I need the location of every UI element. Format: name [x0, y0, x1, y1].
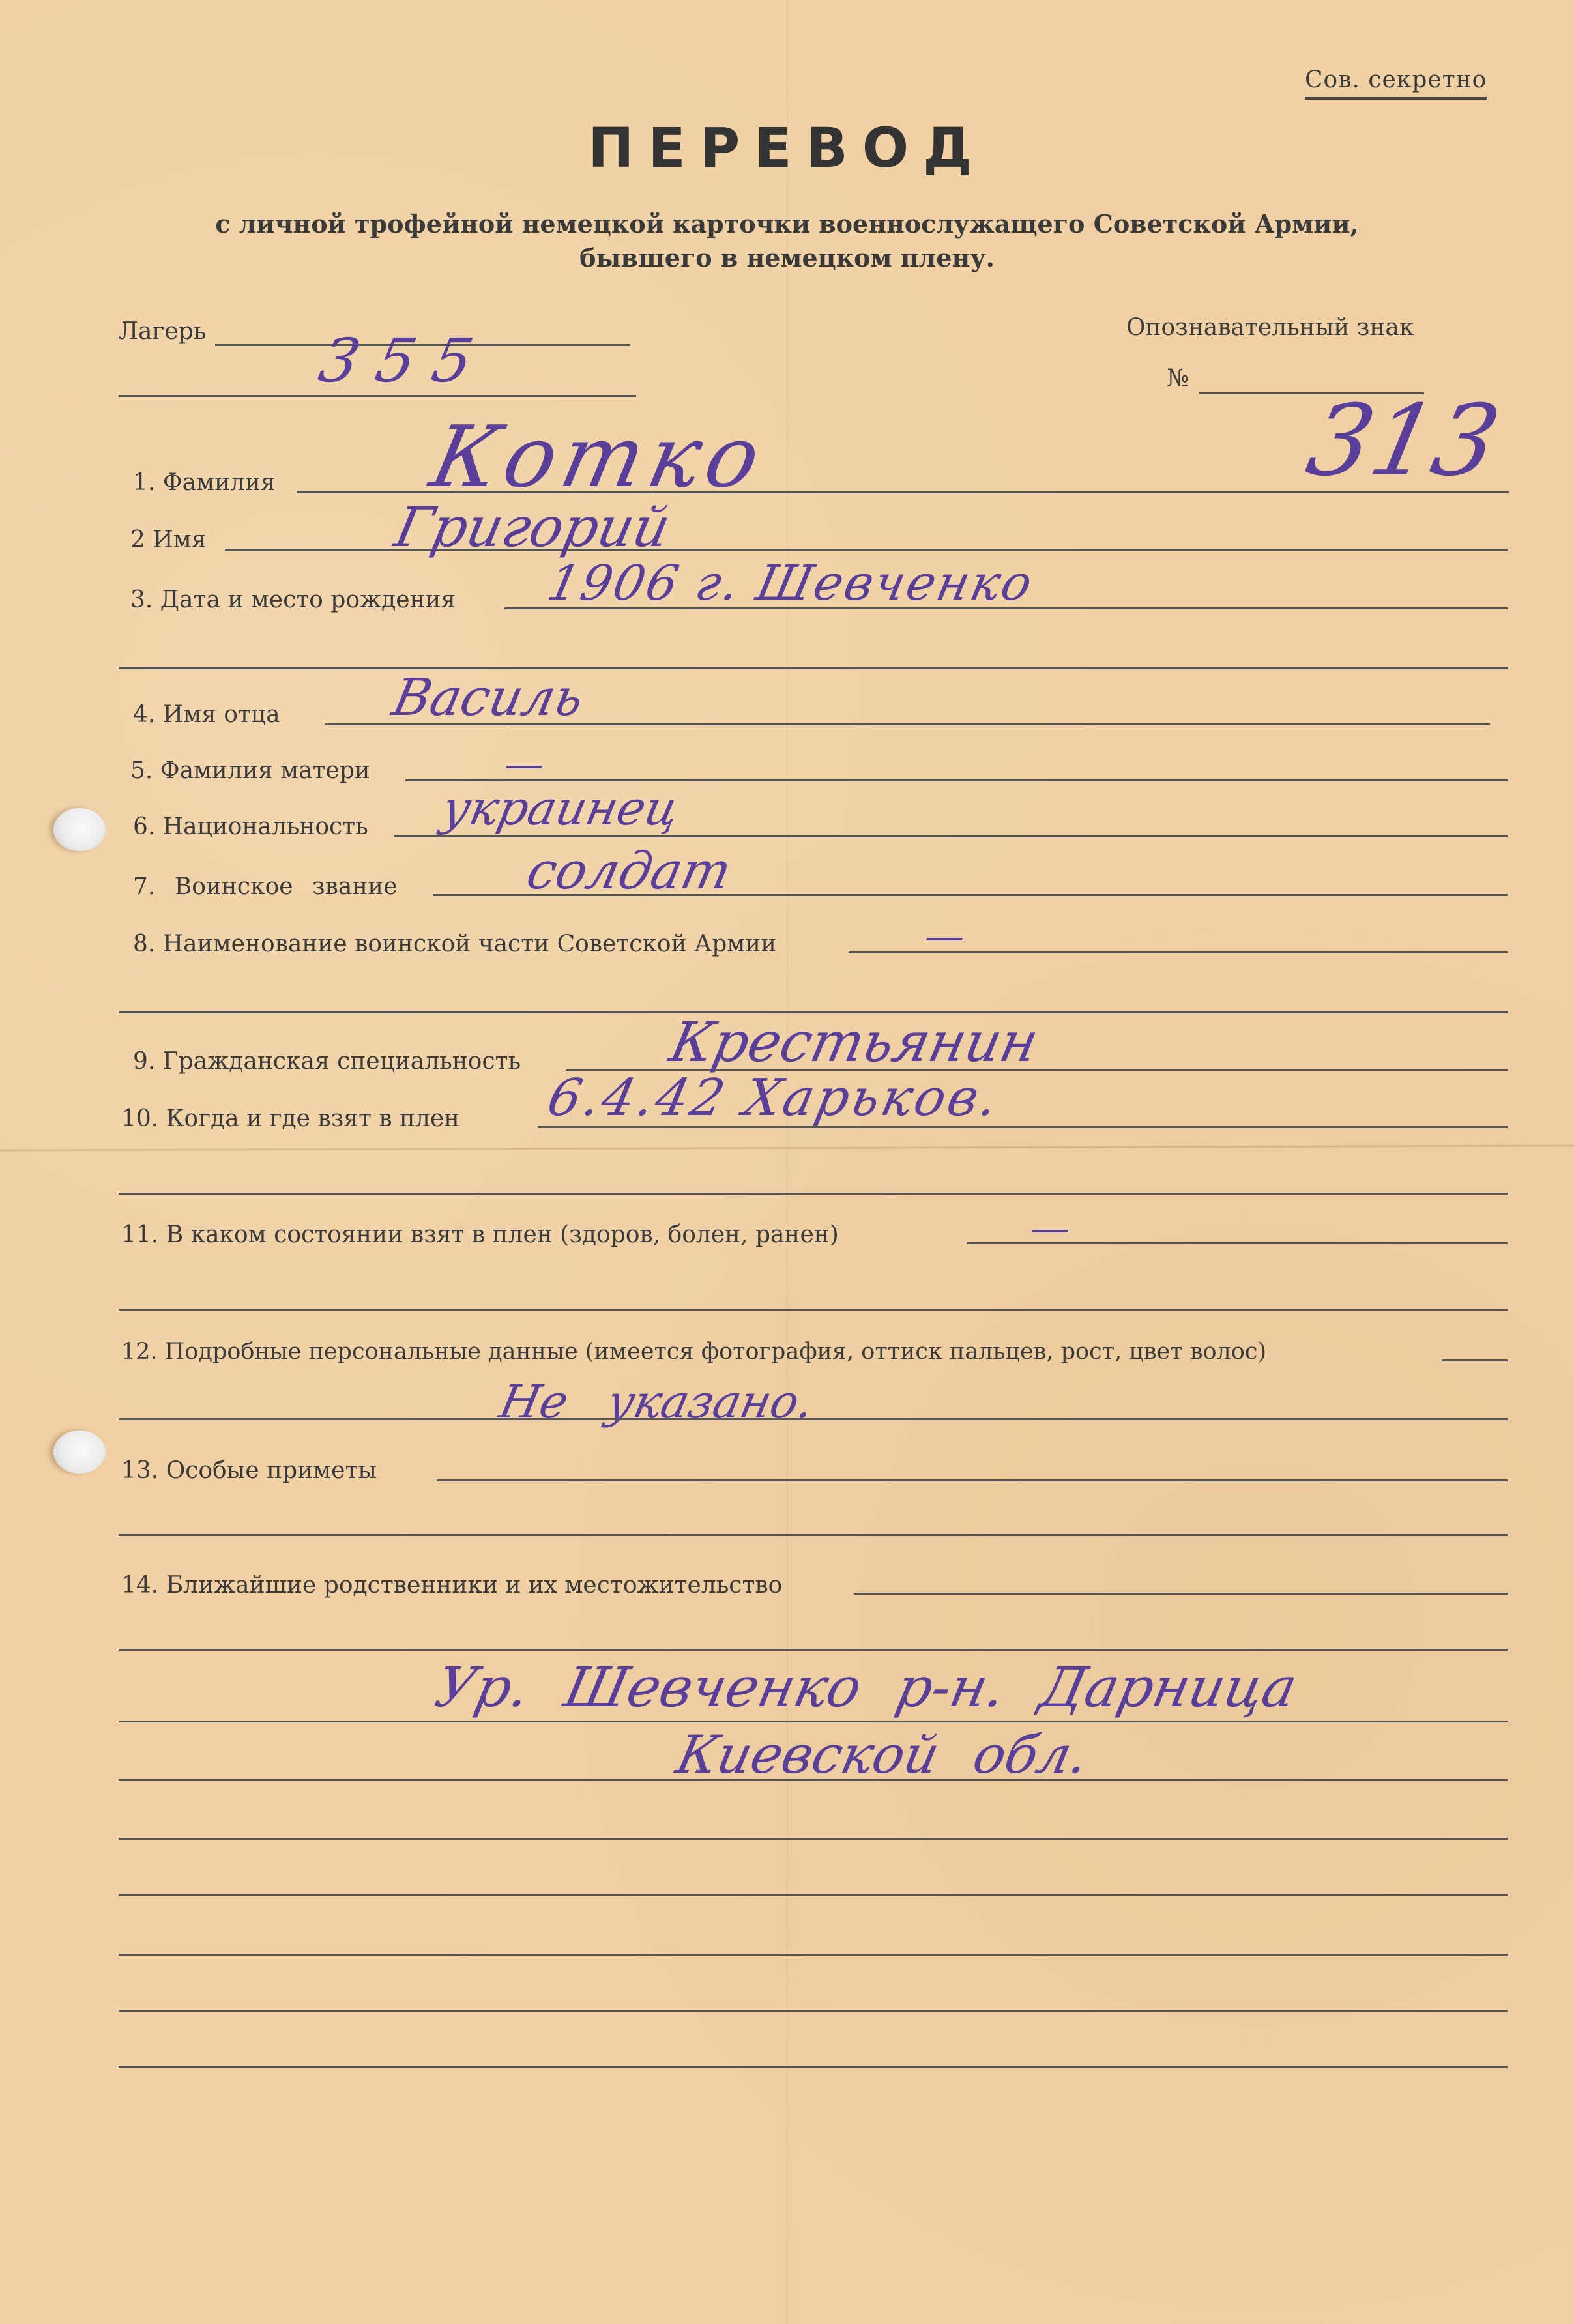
- captured-line-2: [119, 1193, 1508, 1195]
- special-marks-line-2: [119, 1534, 1508, 1536]
- condition-label: 11. В каком состоянии взят в плен (здоров, болен, ранен): [121, 1221, 839, 1248]
- relatives-value-line-2: Киевской обл.: [671, 1724, 1094, 1785]
- relatives-line-3: [119, 1721, 1508, 1722]
- relatives-line-8: [119, 2010, 1508, 2012]
- first-name-value: Григорий: [389, 495, 676, 559]
- punch-hole-bottom: [53, 1431, 106, 1474]
- classification-stamp: Сов. секретно: [1305, 66, 1487, 100]
- relatives-line-2: [119, 1649, 1508, 1651]
- personal-data-label: 12. Подробные персональные данные (имеется фотография, оттиск пальцев, рост, цвет волос): [121, 1339, 1267, 1365]
- document-title: ПЕРЕВОД: [588, 116, 986, 180]
- father-name-value: Василь: [387, 669, 589, 727]
- rank-label: 7. Воинское звание: [133, 873, 398, 900]
- nationality-line: [394, 835, 1508, 837]
- id-tag-number-label: №: [1167, 365, 1189, 392]
- birth-label: 3. Дата и место рождения: [130, 587, 456, 613]
- mother-surname-value: —: [500, 742, 549, 787]
- relatives-label: 14. Ближайшие родственники и их местожительство: [121, 1572, 783, 1599]
- relatives-line-7: [119, 1954, 1508, 1956]
- birth-value: 1906 г. Шевченко: [542, 555, 1040, 611]
- id-tag-label: Опознавательный знак: [1126, 314, 1414, 341]
- camp-label: Лагерь: [119, 318, 207, 345]
- first-name-label: 2 Имя: [130, 527, 207, 553]
- condition-line-2: [119, 1309, 1508, 1311]
- surname-label: 1. Фамилия: [133, 469, 276, 496]
- captured-value: 6.4.42 Харьков.: [542, 1069, 1006, 1127]
- document-subtitle: [0, 207, 1574, 275]
- condition-value: —: [1026, 1206, 1075, 1251]
- nationality-value: украинец: [437, 781, 684, 835]
- surname-value: Котко: [422, 407, 776, 506]
- personal-data-line: [1442, 1359, 1508, 1361]
- unit-label: 8. Наименование воинской части Советской Армии: [133, 931, 777, 957]
- nationality-label: 6. Национальность: [133, 813, 368, 840]
- civil-profession-label: 9. Гражданская специальность: [133, 1048, 521, 1075]
- subtitle-line-2: бывшего в немецком плену.: [579, 243, 995, 272]
- unit-value: —: [920, 914, 970, 959]
- rank-value: солдат: [521, 842, 736, 901]
- relatives-line: [854, 1593, 1508, 1595]
- relatives-line-6: [119, 1894, 1508, 1896]
- relatives-line-9: [119, 2066, 1508, 2068]
- special-marks-label: 13. Особые приметы: [121, 1457, 377, 1484]
- captured-label: 10. Когда и где взят в плен: [121, 1105, 460, 1132]
- camp-value: 355: [313, 326, 497, 396]
- personal-data-value: Не указано.: [495, 1375, 819, 1429]
- relatives-value-line-1: Ур. Шевченко р-н. Дарница: [430, 1655, 1303, 1719]
- personal-data-line-2: [119, 1418, 1508, 1420]
- father-name-label: 4. Имя отца: [133, 701, 280, 728]
- relatives-line-5: [119, 1838, 1508, 1840]
- special-marks-line: [437, 1479, 1508, 1481]
- subtitle-line-1: с личной трофейной немецкой карточки военнослужащего Советской Армии,: [215, 209, 1359, 239]
- mother-surname-label: 5. Фамилия матери: [130, 757, 370, 784]
- birth-line-2: [119, 667, 1508, 669]
- civil-profession-value: Крестьянин: [664, 1010, 1044, 1074]
- id-tag-value: 313: [1298, 385, 1509, 498]
- punch-hole-top: [53, 808, 106, 851]
